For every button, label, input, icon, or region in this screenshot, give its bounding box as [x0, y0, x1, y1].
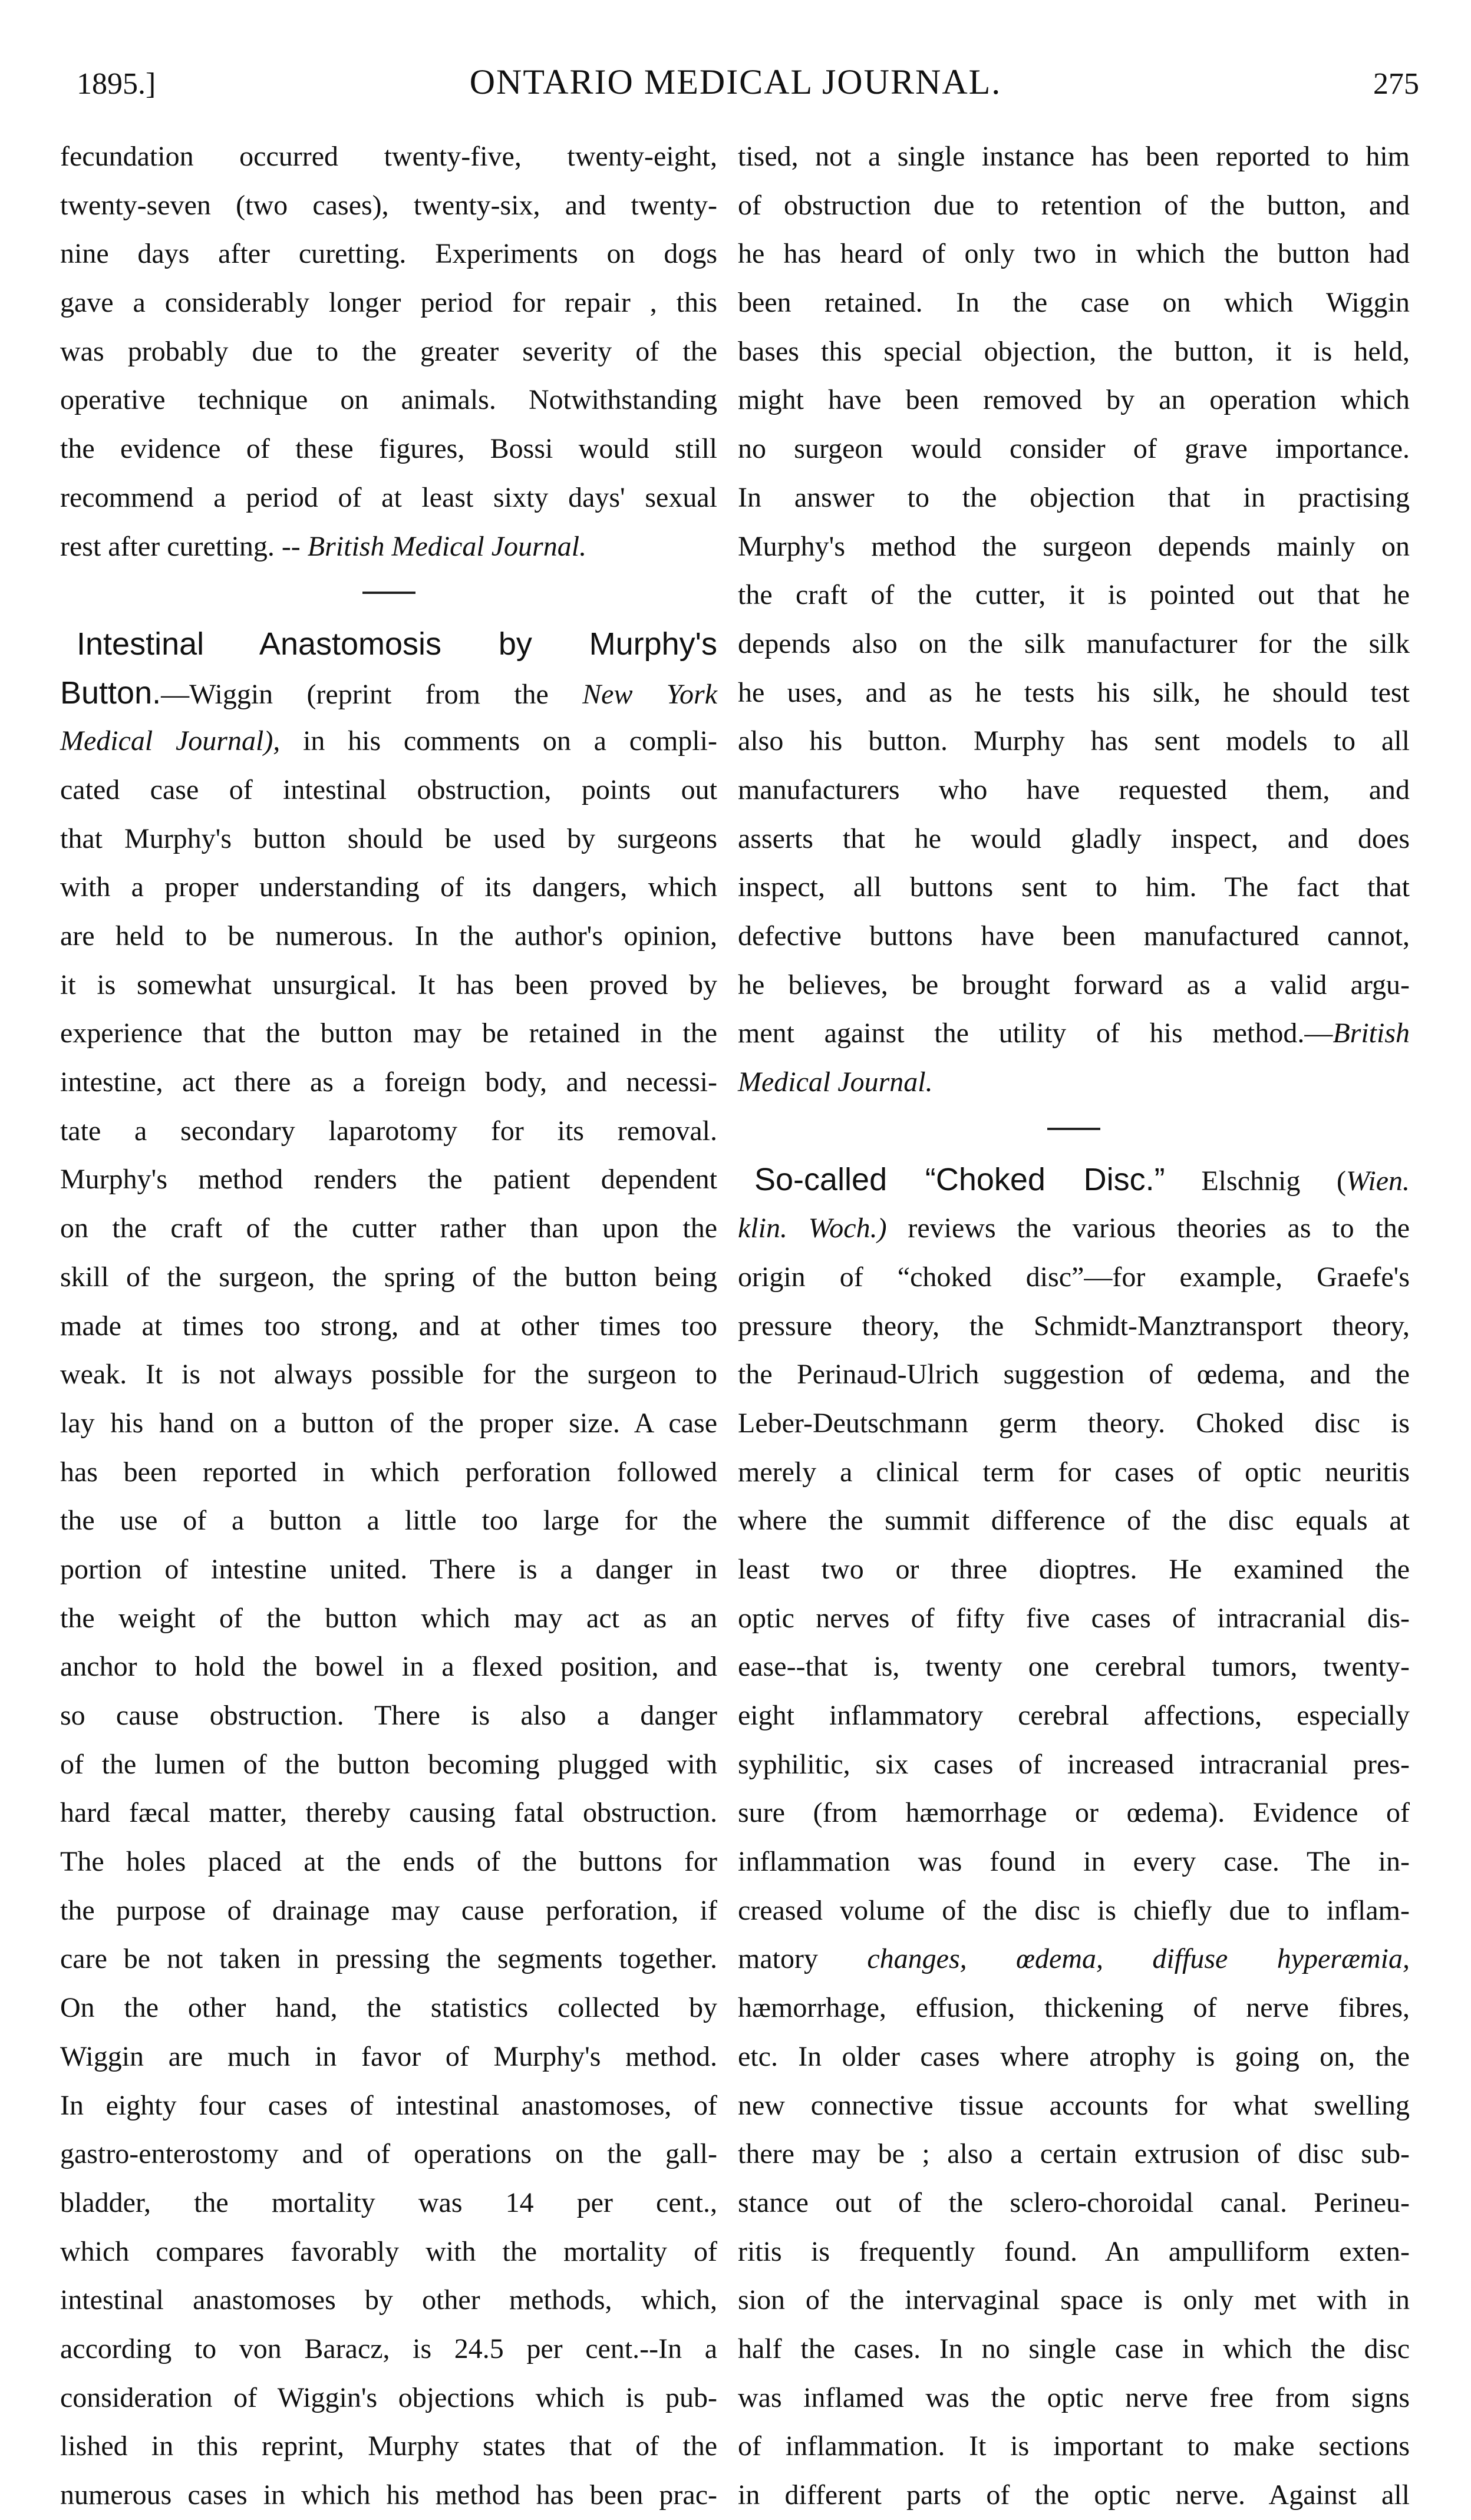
text-line: in different parts of the optic nerve. Against all — [738, 2479, 1410, 2511]
text-line: tised, not a single instance has been reported to him — [738, 141, 1410, 172]
text-run: matory — [738, 1943, 818, 1975]
text-line: made at times too strong, and at other times too — [60, 1310, 717, 1342]
text-line: hæmorrhage, effusion, thickening of nerve fibres, — [738, 1992, 1410, 2024]
text-line: defective buttons have been manufactured cannot, — [738, 920, 1410, 952]
text-line: intestinal anastomoses by other methods, which, — [60, 2284, 717, 2316]
article-body — [738, 1984, 1410, 2520]
text-line: fecundation occurred twenty-five, twenty-eight, — [60, 141, 717, 172]
text-line: anchor to hold the bowel in a flexed position, and — [60, 1651, 717, 1683]
text-line: The holes placed at the ends of the buttons for — [60, 1846, 717, 1878]
text-line: the evidence of these figures, Bossi would still — [60, 433, 717, 465]
journal-reference: New York — [582, 678, 717, 710]
text-line: are held to be numerous. In the author's opinion, — [60, 920, 717, 952]
text-line: numerous cases in which his method has been prac- — [60, 2479, 717, 2511]
text-line: eight inflammatory cerebral affections, especially — [738, 1700, 1410, 1731]
text-line: he uses, and as he tests his silk, he should test — [738, 676, 1410, 708]
text-line: half the cases. In no single case in which the disc — [738, 2333, 1410, 2364]
text-line: with a proper understanding of its dangers, which — [60, 871, 717, 903]
text-line: the weight of the button which may act as an — [60, 1602, 717, 1634]
text-line: he has heard of only two in which the button had — [738, 238, 1410, 270]
text-line: sion of the intervaginal space is only met with in — [738, 2284, 1410, 2316]
text-line: inspect, all buttons sent to him. The fact that — [738, 871, 1410, 903]
text-line: of the lumen of the button becoming plugged with — [60, 1748, 717, 1780]
text-line: the craft of the cutter, it is pointed out that he — [738, 579, 1410, 611]
text-line: bladder, the mortality was 14 per cent., — [60, 2187, 717, 2218]
text-run: reviews the various theories as to the — [908, 1213, 1410, 1244]
text-line: according to von Baracz, is 24.5 per cent.--In a — [60, 2333, 717, 2364]
text-line: lay his hand on a button of the proper size. A case — [60, 1407, 717, 1439]
section-divider — [60, 571, 717, 620]
text-line: operative technique on animals. Notwithstanding — [60, 384, 717, 416]
text-line: intestine, act there as a foreign body, and necessi- — [60, 1066, 717, 1098]
text-line: was inflamed was the optic nerve free from signs — [738, 2382, 1410, 2413]
article-first-line — [60, 669, 717, 718]
text-line: care be not taken in pressing the segments together. — [60, 1943, 717, 1975]
text-line: the use of a button a little too large for the — [60, 1505, 717, 1537]
text-run: in his comments on a compli- — [303, 725, 718, 757]
text-line: gastro-enterostomy and of operations on the gall- — [60, 2138, 717, 2170]
article-body — [60, 766, 717, 2520]
text-line: on the craft of the cutter rather than upon the — [60, 1213, 717, 1244]
text-line: recommend a period of at least sixty days' sexual — [60, 481, 717, 513]
source-citation: Medical Journal. — [738, 1066, 933, 1098]
text-line: ritis is frequently found. An ampulliform exten- — [738, 2235, 1410, 2267]
text-line: that Murphy's button should be used by surgeons — [60, 823, 717, 854]
article-heading: Intestinal Anastomosis by Murphy's — [77, 626, 717, 662]
journal-reference: klin. Woch.) — [738, 1213, 887, 1244]
text-line: the purpose of drainage may cause perforation, if — [60, 1894, 717, 1926]
journal-title: ONTARIO MEDICAL JOURNAL. — [469, 62, 1002, 101]
text-line: stance out of the sclero-choroidal canal. Perineu- — [738, 2187, 1410, 2218]
text-line: syphilitic, six cases of increased intracranial pres- — [738, 1748, 1410, 1780]
journal-reference: Wien. — [1346, 1165, 1410, 1197]
text-run: ment against the utility of his method.— — [738, 1018, 1333, 1049]
text-line: etc. In older cases where atrophy is going on, the — [738, 2040, 1410, 2072]
text-line: skill of the surgeon, the spring of the button being — [60, 1261, 717, 1293]
text-line: where the summit difference of the disc equals at — [738, 1505, 1410, 1537]
journal-reference: Medical Journal), — [60, 725, 281, 757]
right-column — [738, 133, 1410, 2520]
article-body — [738, 1253, 1410, 1936]
text-line: has been reported in which perforation followed — [60, 1456, 717, 1488]
text-line: depends also on the silk manufacturer for the silk — [738, 627, 1410, 659]
text-line: there may be ; also a certain extrusion of disc sub- — [738, 2138, 1410, 2170]
text-line: tate a secondary laparotomy for its removal. — [60, 1115, 717, 1147]
text-line: sure (from hæmorrhage or œdema). Evidence of — [738, 1797, 1410, 1829]
text-line: optic nerves of fifty five cases of intracranial dis- — [738, 1602, 1410, 1634]
continued-penultimate-line — [738, 1009, 1410, 1058]
continued-last-line — [60, 523, 717, 572]
continued-last-text: rest after curetting. -- — [60, 530, 301, 562]
text-line: was probably due to the greater severity of the — [60, 335, 717, 367]
text-line: hard fæcal matter, thereby causing fatal obstruction. — [60, 1797, 717, 1829]
continued-last-line — [738, 1058, 1410, 1107]
text-line: ease--that is, twenty one cerebral tumors, twenty- — [738, 1651, 1410, 1683]
text-line: inflammation was found in every case. The in- — [738, 1846, 1410, 1878]
article-heading-end: Button. — [60, 675, 161, 711]
text-line: gave a considerably longer period for repair , this — [60, 287, 717, 319]
text-line: weak. It is not always possible for the surgeon to — [60, 1359, 717, 1391]
running-header — [0, 62, 1471, 109]
text-line: also his button. Murphy has sent models to all — [738, 725, 1410, 757]
text-line: pressure theory, the Schmidt-Manztransport theory, — [738, 1310, 1410, 1342]
text-line: he believes, be brought forward as a valid argu- — [738, 969, 1410, 1000]
article-italic-line — [738, 1935, 1410, 1984]
article-second-line — [738, 1204, 1410, 1253]
text-run: Elschnig ( — [1201, 1165, 1347, 1197]
text-line: new connective tissue accounts for what swelling — [738, 2089, 1410, 2121]
text-line: nine days after curetting. Experiments on dogs — [60, 238, 717, 270]
text-line: of obstruction due to retention of the button, and — [738, 189, 1410, 221]
text-line: so cause obstruction. There is also a danger — [60, 1700, 717, 1731]
text-line: might have been removed by an operation which — [738, 384, 1410, 416]
text-line: Murphy's method renders the patient dependent — [60, 1164, 717, 1195]
continued-paragraph — [60, 133, 717, 523]
text-line: lished in this reprint, Murphy states that of the — [60, 2430, 717, 2462]
section-divider — [738, 1107, 1410, 1156]
text-line: manufacturers who have requested them, and — [738, 774, 1410, 805]
text-line: of inflammation. It is important to make sections — [738, 2430, 1410, 2462]
source-citation: British — [1333, 1018, 1410, 1049]
source-citation: British Medical Journal. — [307, 530, 587, 562]
text-line: Murphy's method the surgeon depends mainly on — [738, 530, 1410, 562]
text-line: In answer to the objection that in practising — [738, 481, 1410, 513]
text-line: Wiggin are much in favor of Murphy's method. — [60, 2040, 717, 2072]
text-line: portion of intestine united. There is a danger in — [60, 1553, 717, 1585]
text-line: experience that the button may be retained in the — [60, 1018, 717, 1049]
text-run: —Wiggin (reprint from the — [161, 678, 549, 710]
text-line: it is somewhat unsurgical. It has been proved by — [60, 969, 717, 1000]
text-line: In eighty four cases of intestinal anastomoses, of — [60, 2089, 717, 2121]
text-line: bases this special objection, the button, it is held, — [738, 335, 1410, 367]
text-line: the Perinaud-Ulrich suggestion of œdema, and the — [738, 1359, 1410, 1391]
text-line: asserts that he would gladly inspect, and does — [738, 823, 1410, 854]
page-number: 275 — [1373, 67, 1419, 101]
left-column — [60, 133, 717, 2520]
article-first-line — [738, 1155, 1410, 1204]
text-line: no surgeon would consider of grave importance. — [738, 433, 1410, 465]
text-line: On the other hand, the statistics collected by — [60, 1992, 717, 2024]
article-heading: So-called “Choked Disc.” — [754, 1162, 1165, 1198]
text-line: Leber-Deutschmann germ theory. Choked disc is — [738, 1407, 1410, 1439]
text-line: origin of “choked disc”—for example, Graefe's — [738, 1261, 1410, 1293]
header-year: 1895.] — [77, 67, 156, 101]
text-line: which compares favorably with the mortality of — [60, 2235, 717, 2267]
continued-paragraph — [738, 133, 1410, 1009]
text-line: cated case of intestinal obstruction, points out — [60, 774, 717, 805]
text-line: merely a clinical term for cases of optic neuritis — [738, 1456, 1410, 1488]
italic-terms: changes, œdema, diffuse hyperæmia, — [867, 1943, 1410, 1975]
text-line: least two or three dioptres. He examined the — [738, 1553, 1410, 1585]
text-line: consideration of Wiggin's objections which is pub- — [60, 2382, 717, 2413]
text-line: twenty-seven (two cases), twenty-six, and twenty- — [60, 189, 717, 221]
article-second-line — [60, 717, 717, 766]
text-line: been retained. In the case on which Wiggin — [738, 287, 1410, 319]
article-heading-line — [60, 620, 717, 669]
text-line: creased volume of the disc is chiefly due to inflam- — [738, 1894, 1410, 1926]
